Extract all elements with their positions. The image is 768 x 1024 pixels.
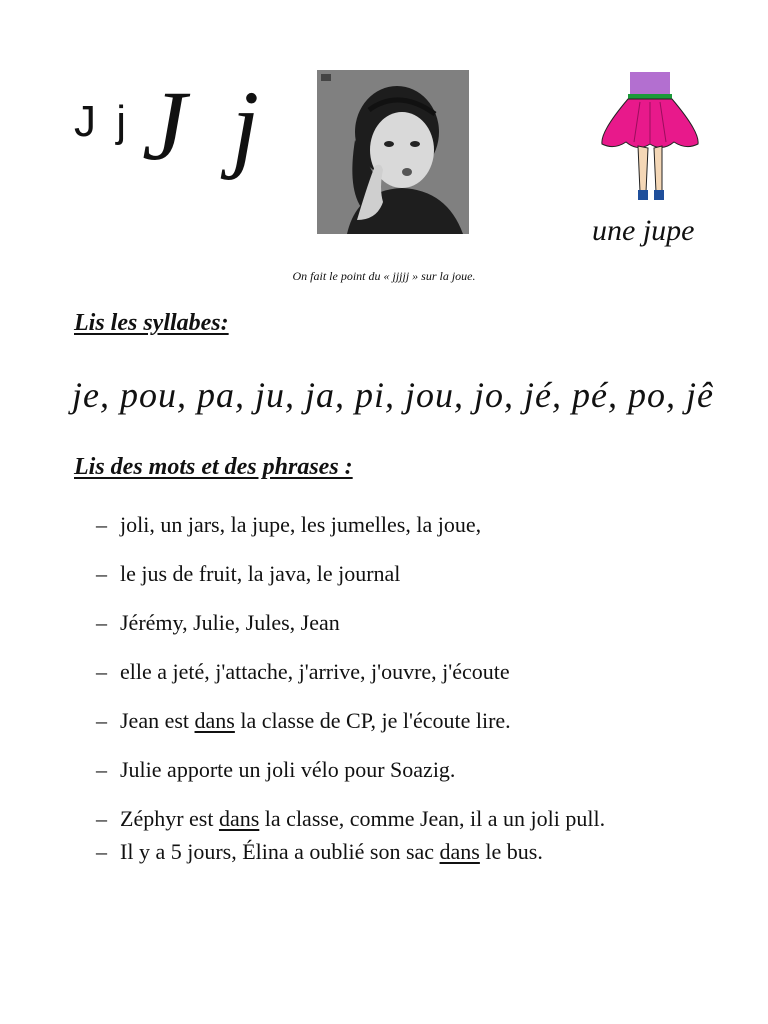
line-text: la classe de CP, je l'écoute lire. (234, 708, 511, 733)
syllables-heading: Lis les syllabes: (74, 310, 229, 336)
words-heading: Lis des mots et des phrases : (74, 454, 353, 480)
dash-glyph: – (96, 806, 107, 831)
reading-line (96, 704, 696, 737)
line-text: Julie apporte un joli vélo pour Soazig. (120, 757, 456, 782)
underlined-word: dans (194, 708, 235, 733)
reading-line (96, 606, 696, 639)
skirt-caption: une jupe (592, 214, 695, 247)
line-text: Jérémy, Julie, Jules, Jean (120, 610, 340, 635)
reading-line (96, 508, 696, 541)
line-text: Jean est (120, 708, 195, 733)
dash-glyph: – (96, 708, 107, 733)
underlined-word: dans (439, 839, 480, 864)
line-text: le jus de fruit, la java, le journal (120, 561, 401, 586)
reading-line (96, 802, 696, 835)
line-text: Zéphyr est (120, 806, 219, 831)
reading-line (96, 753, 696, 786)
dash-glyph: – (96, 757, 107, 782)
reading-line (96, 835, 696, 868)
dash-glyph: – (96, 659, 107, 684)
girl-photo (317, 70, 469, 234)
line-text: le bus. (479, 839, 543, 864)
line-text: elle a jeté, j'attache, j'arrive, j'ouvre, j'écoute (120, 659, 510, 684)
cursive-letters: J j (142, 70, 270, 181)
skirt-illustration (600, 72, 700, 202)
line-text: la classe, comme Jean, il a un joli pull. (259, 806, 606, 831)
underlined-word: dans (218, 806, 260, 831)
dash-glyph: – (96, 561, 107, 586)
reading-line (96, 655, 696, 688)
print-letters: J j (74, 97, 130, 146)
line-text: Il y a 5 jours, Élina a oublié son sac (120, 839, 440, 864)
photo-caption: On fait le point du « jjjjj » sur la joue. (292, 269, 476, 283)
dash-glyph: – (96, 839, 107, 864)
dash-glyph: – (96, 512, 107, 537)
reading-line (96, 557, 696, 590)
line-text: joli, un jars, la jupe, les jumelles, la joue, (120, 512, 482, 537)
dash-glyph: – (96, 610, 107, 635)
syllables-line: je, pou, pa, ju, ja, pi, jou, jo, jé, pé, po, jê (72, 375, 714, 415)
reading-list (96, 508, 696, 884)
